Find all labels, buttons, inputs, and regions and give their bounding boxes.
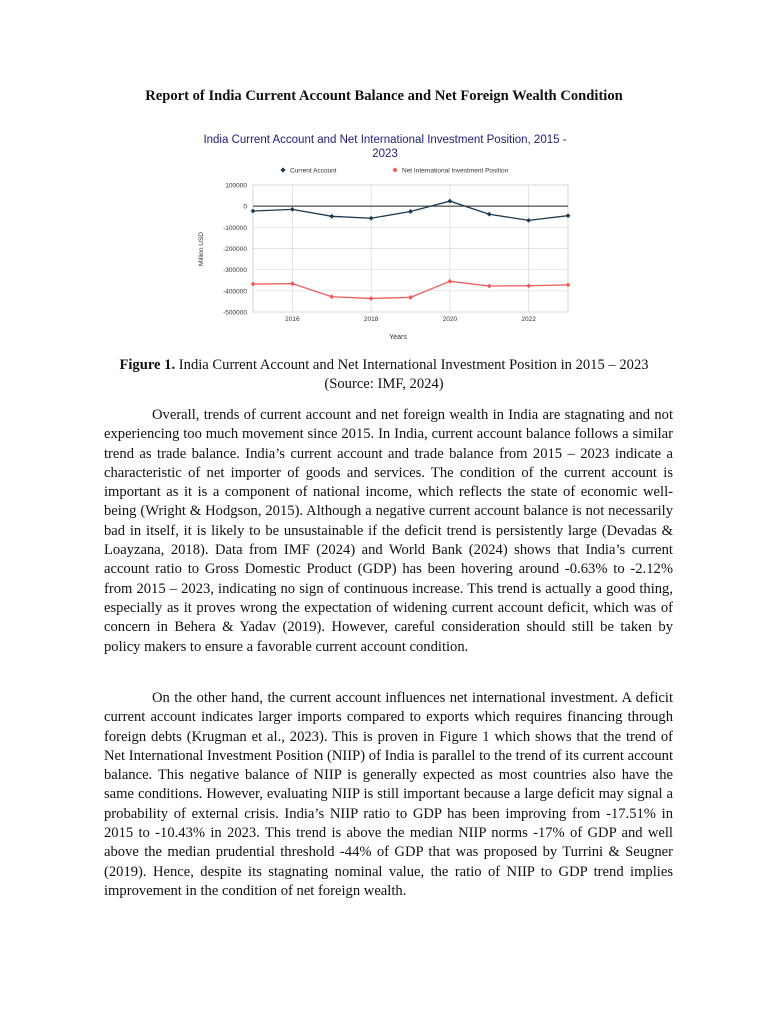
net-international-investment-position-point — [487, 284, 492, 289]
chart-title-line1: India Current Account and Net International Investment Position, 2015 - — [203, 134, 567, 146]
current-account-point — [566, 213, 571, 218]
net-international-investment-position-point — [566, 283, 571, 288]
current-account-point — [447, 199, 452, 204]
y-tick-label: -300000 — [223, 267, 247, 275]
chart-title-line2: 2023 — [372, 148, 398, 160]
x-tick-label: 2020 — [442, 316, 458, 323]
x-tick-label: 2022 — [521, 316, 536, 323]
current-account-point — [369, 216, 374, 221]
legend-marker-net-international-investment-position — [392, 167, 397, 172]
y-tick-label: -400000 — [223, 288, 247, 296]
y-tick-label: -100000 — [223, 224, 247, 232]
net-international-investment-position-point — [329, 294, 334, 299]
chart-axes — [223, 183, 568, 324]
net-international-investment-position-point — [369, 296, 374, 301]
paragraph-1: Overall, trends of current account and net foreign wealth in India are stagnating and not experiencing too much movement since 2015. In India, current account balance follows a similar trend as trade balance. India’s current account and trade balance from 2015 – 2023 indicate a characteristic of net importer of goods and services. The condition of the current account is important as it is a component of national income, which reflects the state of economic well-being (Wright & Hodgson, 2015). Although a negative current account balance is not necessarily bad in itself, it is likely to be unsustainable if the deficit trend is persistently large (Devadas & Loayzana, 2018). Data from IMF (2024) and World Bank (2024) shows that India’s current account ratio to Gross Domestic Product (GDP) has been hovering around -0.63% to -2.12% from 2015 – 2023, indicating no sign of continuous increase. This trend is actually a good thing, especially as it proves wrong the expectation of widening current account deficit, which was of concern in Behera & Yadav (2019). However, careful consideration should still be taken by policy makers to ensure a favorable current account condition. — [104, 407, 673, 655]
chart-grid — [253, 185, 568, 312]
figure-caption-text: India Current Account and Net International Investment Position in 2015 – 2023 — [178, 357, 649, 373]
chart-legend — [280, 167, 508, 174]
current-account-point — [329, 214, 334, 219]
net-international-investment-position-point — [290, 281, 295, 286]
line-chart — [190, 127, 580, 347]
y-tick-label: 0 — [243, 203, 247, 211]
x-tick-label: 2018 — [363, 316, 379, 323]
net-international-investment-position-point — [526, 283, 531, 288]
y-tick-label: 100000 — [225, 182, 247, 190]
y-axis-label: Million USD — [198, 232, 205, 266]
figure-caption — [100, 356, 668, 394]
y-tick-label: -500000 — [223, 309, 247, 317]
current-account-point — [408, 209, 413, 214]
x-tick-label: 2016 — [285, 316, 300, 323]
current-account-point — [487, 212, 492, 217]
current-account-point — [251, 209, 256, 214]
y-tick-label: -200000 — [223, 246, 247, 253]
x-axis-label: Years — [389, 334, 407, 341]
net-international-investment-position-point — [447, 279, 452, 284]
figure-source: (Source: IMF, 2024) — [324, 376, 444, 392]
current-account-point — [526, 218, 531, 223]
chart-series — [251, 199, 571, 301]
figure-chart — [190, 127, 580, 347]
legend-label-net-international-investment-position: Net International Investment Position — [402, 167, 509, 175]
figure-label: Figure 1. — [119, 357, 176, 373]
net-international-investment-position-point — [251, 282, 256, 287]
current-account-point — [290, 207, 295, 212]
report-title: Report of India Current Account Balance and Net Foreign Wealth Condition — [145, 88, 623, 104]
paragraph-2: On the other hand, the current account influences net international investment. A deficit current account indicates larger imports compared to exports which requires financing through foreign debts (Krugman et al., 2023). This is proven in Figure 1 which shows that the trend of Net International Investment Position (NIIP) of India is parallel to the trend of its current account balance. This negative balance of NIIP is generally expected as most countries also have the same conditions. However, evaluating NIIP is still important because a large deficit may signal a probability of external crisis. India’s NIIP ratio to GDP has been improving from -17.51% in 2015 to -10.43% in 2023. This trend is above the median NIIP norms -17% of GDP and well above the median prudential threshold -44% of GDP that was proposed by Turrini & Seugner (2019). Hence, despite its stagnating nominal value, the ratio of NIIP to GDP trend implies improvement in the condition of net foreign wealth. — [104, 690, 673, 899]
legend-marker-current-account — [280, 167, 285, 172]
legend-label-current-account: Current Account — [290, 167, 337, 175]
net-international-investment-position-point — [408, 295, 413, 300]
